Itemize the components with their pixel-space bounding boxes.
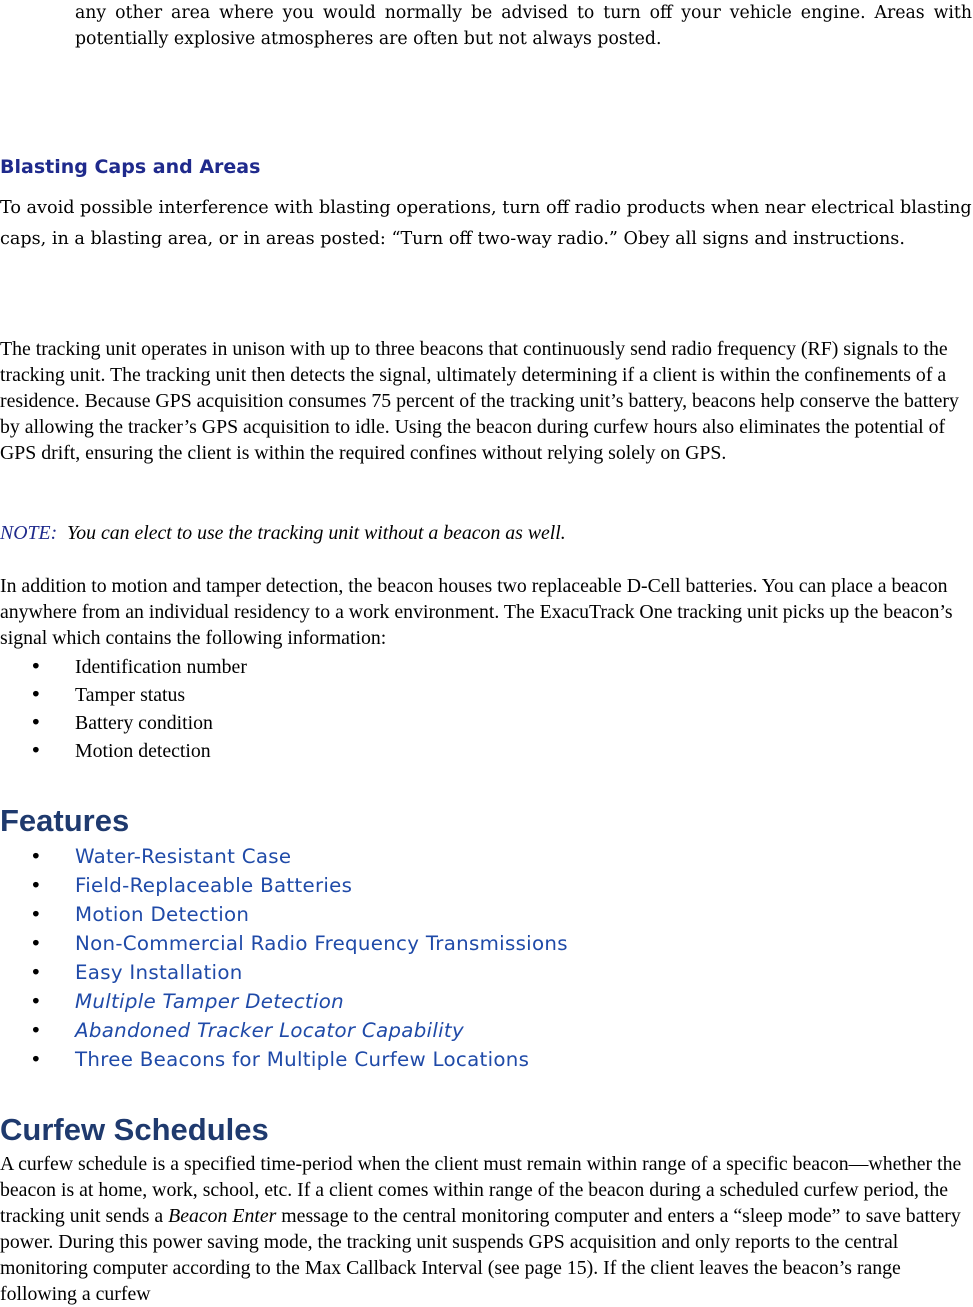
beacon-paragraph: In addition to motion and tamper detection, the beacon houses two replaceable D-Cell batteries. You can place a beacon anywhere from an individual residency to a work environment. The ExacuTrack One tracking unit picks up the beacon’s signal which contains the following information: xyxy=(0,575,953,649)
beacon-enter-term: Beacon Enter xyxy=(168,1205,277,1227)
note-label: NOTE: xyxy=(0,522,58,544)
feature-item: • Water-Resistant Case xyxy=(0,842,568,871)
list-item: • Tamper status xyxy=(0,681,247,709)
blasting-paragraph: To avoid possible interference with blasting operations, turn off radio products when near electrical blasting caps, in a blasting area, or in areas posted: “Turn off two-way radio.” Obey all signs and instructions. xyxy=(0,198,972,249)
curfew-paragraph xyxy=(0,1151,973,1307)
list-item: • Motion detection xyxy=(0,737,247,765)
curfew-text-2: message to the central monitoring computer and enters a “sleep mode” to save battery power. During this power saving mode, the tracking unit suspends GPS acquisition and only reports to the central monitoring computer according to the Max Callback Interval (see page 15). If the client leaves the beacon’s range following a curfew xyxy=(0,1205,961,1305)
list-item: • Identification number xyxy=(0,653,247,681)
tracking-paragraph: The tracking unit operates in unison with up to three beacons that continuously send radio frequency (RF) signals to the tracking unit. The tracking unit then detects the signal, ultimately determining if a client is within the confinements of a residence. Because GPS acquisition consumes 75 percent of the tracking unit’s battery, beacons help conserve the battery by allowing the tracker’s GPS acquisition to idle. Using the beacon during curfew hours also eliminates the potential of GPS drift, ensuring the client is within the required confines without relying solely on GPS. xyxy=(0,338,959,464)
beacon-info-list xyxy=(0,653,247,765)
curfew-heading: Curfew Schedules xyxy=(0,1112,269,1147)
blasting-heading: Blasting Caps and Areas xyxy=(0,156,261,178)
feature-item: • Easy Installation xyxy=(0,958,568,987)
feature-item: • Multiple Tamper Detection xyxy=(0,987,568,1016)
feature-item: • Field-Replaceable Batteries xyxy=(0,871,568,900)
features-list xyxy=(0,842,568,1074)
feature-item: • Three Beacons for Multiple Curfew Locations xyxy=(0,1045,568,1074)
feature-item: • Abandoned Tracker Locator Capability xyxy=(0,1016,568,1045)
list-item: • Battery condition xyxy=(0,709,247,737)
continuation-paragraph: any other area where you would normally be advised to turn off your vehicle engine. Areas with potentially explosive atmospheres are often but not always posted. xyxy=(75,3,972,49)
note-text: You can elect to use the tracking unit without a beacon as well. xyxy=(67,522,566,544)
note xyxy=(0,520,566,546)
curfew-text-1: A curfew schedule is a specified time-period when the client must remain within range of a specific beacon—whether the beacon is at home, work, school, etc. If a client comes within range of the beacon during a scheduled curfew period, the tracking unit sends a xyxy=(0,1153,962,1227)
features-heading: Features xyxy=(0,803,130,838)
feature-item: • Non-Commercial Radio Frequency Transmissions xyxy=(0,929,568,958)
feature-item: • Motion Detection xyxy=(0,900,568,929)
